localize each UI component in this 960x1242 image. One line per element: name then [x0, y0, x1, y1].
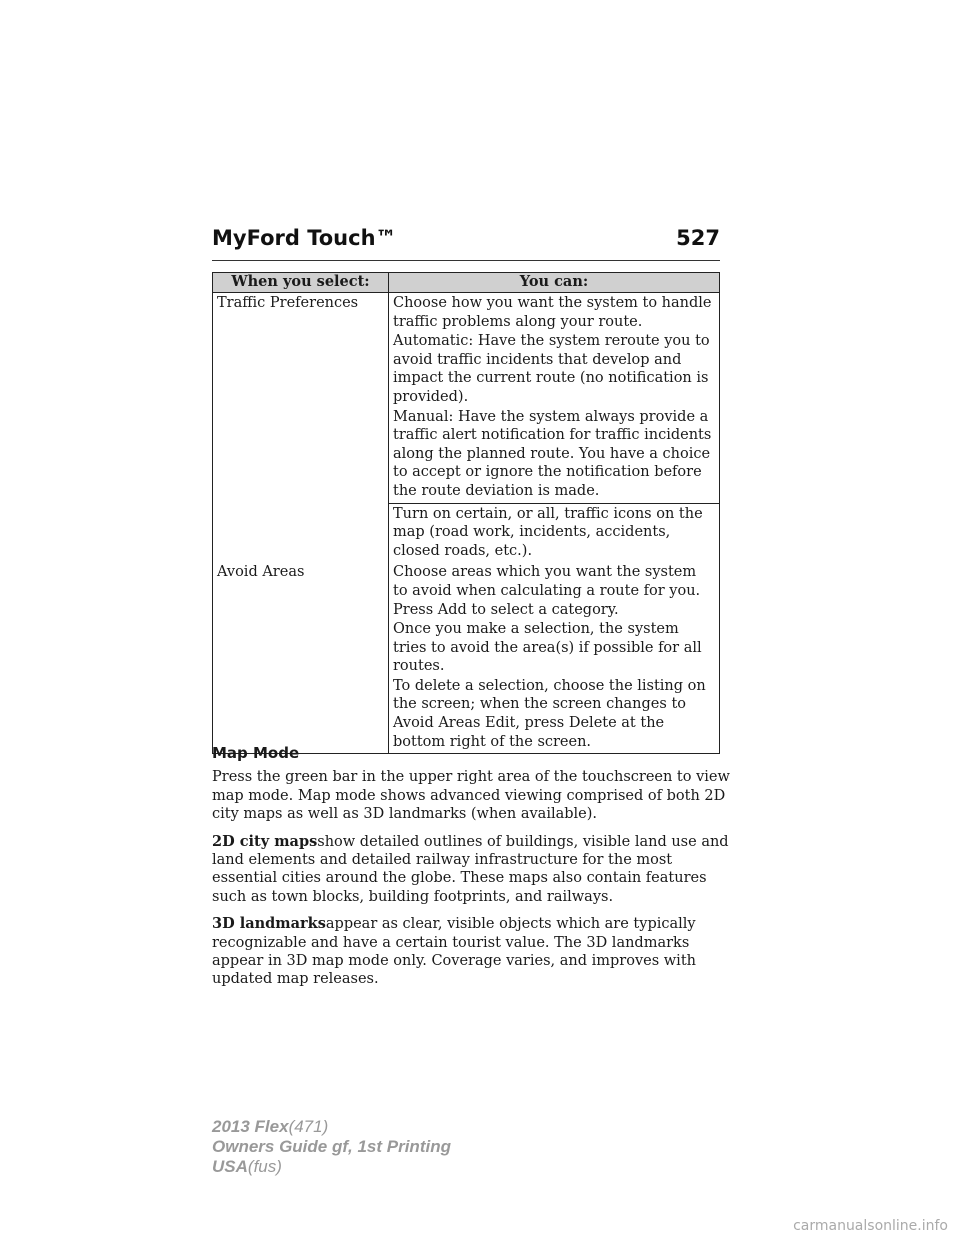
city-maps-term: 2D city maps	[212, 832, 318, 850]
site-watermark: carmanualsonline.info	[793, 1218, 948, 1234]
header-divider	[212, 260, 720, 261]
options-table	[212, 272, 720, 754]
page-header-title: MyFord Touch™	[212, 226, 397, 250]
description-paragraph: Turn on certain, or all, traffic icons on the map (road work, incidents, accidents, closed roads, etc.).	[393, 505, 703, 559]
table-row	[213, 562, 720, 753]
footer-model-code: (471)	[288, 1117, 329, 1136]
footer-market-code: (fus)	[247, 1157, 282, 1176]
description-paragraph: Choose how you want the system to handle traffic problems along your route.	[393, 295, 712, 330]
table-row	[213, 293, 720, 504]
landmarks-paragraph	[212, 915, 732, 989]
page-number: 527	[676, 226, 720, 250]
row-description	[389, 503, 720, 562]
table-header-row	[213, 273, 720, 293]
row-option-label: Traffic Preferences	[213, 293, 389, 504]
landmarks-text: appear as clear, visible objects which are typically recognizable and have a certain tourist value. The 3D landmarks appear in 3D map mode only. Coverage varies, and improves with updated map releases.	[212, 916, 696, 988]
print-footer	[212, 1117, 451, 1177]
column-header-action: You can:	[389, 273, 720, 293]
table-row	[213, 503, 720, 562]
city-maps-paragraph	[212, 833, 732, 907]
description-paragraph: Once you make a selection, the system tries to avoid the area(s) if possible for all routes.	[393, 621, 702, 675]
landmarks-term: 3D landmarks	[212, 915, 326, 933]
city-maps-text: show detailed outlines of buildings, visible land use and land elements and detailed railway infrastructure for the most essential cities around the globe. These maps also contain features such as town blocks, building footprints, and railways.	[212, 833, 729, 905]
footer-printing: Owners Guide gf, 1st Printing	[212, 1137, 451, 1156]
row-option-label: Avoid Areas	[213, 562, 389, 753]
row-description	[389, 293, 720, 504]
footer-market: USA	[212, 1157, 248, 1176]
row-option-label	[213, 503, 389, 562]
column-header-select: When you select:	[213, 273, 389, 293]
row-description	[389, 562, 720, 753]
map-mode-section	[212, 744, 732, 998]
description-paragraph: Choose areas which you want the system to avoid when calculating a route for you. Press Add to select a category.	[393, 564, 701, 618]
description-paragraph: Manual: Have the system always provide a traffic alert notification for traffic incidents along the planned route. You have a choice to accept or ignore the notification before the route deviation is made.	[393, 408, 712, 499]
description-paragraph: Automatic: Have the system reroute you to avoid traffic incidents that develop and impact the current route (no notification is provided).	[393, 333, 710, 405]
footer-model: 2013 Flex	[212, 1117, 289, 1136]
intro-paragraph: Press the green bar in the upper right area of the touchscreen to view map mode. Map mode shows advanced viewing comprised of both 2D city maps as well as 3D landmarks (when available).	[212, 769, 730, 823]
description-paragraph: To delete a selection, choose the listing on the screen; when the screen changes to Avoid Areas Edit, press Delete at the bottom right of the screen.	[393, 677, 706, 750]
section-heading: Map Mode	[212, 744, 300, 762]
